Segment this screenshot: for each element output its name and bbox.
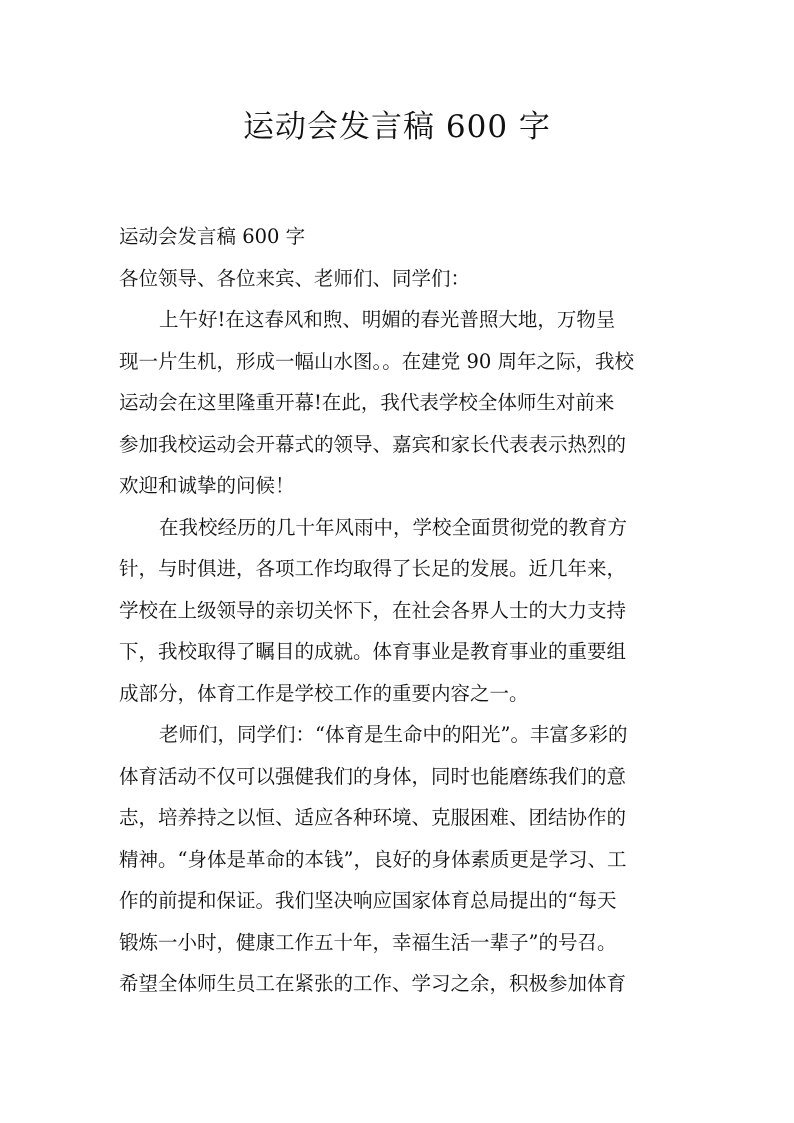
paragraph-greeting xyxy=(119,299,679,507)
paragraph-line: 作的前提和保证。我们坚决响应国家体育总局提出的“每天 xyxy=(119,889,617,912)
paragraph-line: 现一片生机，形成一幅山水图。。在建党 90 周年之际，我校 xyxy=(119,349,634,373)
paragraph-line: 精神。“身体是革命的本钱”，良好的身体素质更是学习、工 xyxy=(119,847,627,871)
paragraph-line: 针，与时俱进，各项工作均取得了长足的发展。近几年来， xyxy=(119,557,627,580)
paragraph-line: 锻炼一小时，健康工作五十年，幸福生活一辈子”的号召。 xyxy=(119,930,617,954)
paragraph-line: 参加我校运动会开幕式的领导、嘉宾和家长代表表示热烈的 xyxy=(119,432,627,456)
paragraph-line: 上午好!在这春风和煦、明媚的春光普照大地，万物呈 xyxy=(159,308,616,331)
document-body xyxy=(119,216,679,1005)
paragraph-sports xyxy=(119,714,679,1005)
salutation: 各位领导、各位来宾、老师们、同学们： xyxy=(119,266,471,290)
document-title: 运动会发言稿 600 字 xyxy=(243,109,551,145)
paragraph-line: 学校在上级领导的亲切关怀下，在社会各界人士的大力支持 xyxy=(119,598,627,622)
paragraph-line: 在我校经历的几十年风雨中，学校全面贯彻党的教育方 xyxy=(159,515,628,539)
paragraph-line: 下，我校取得了瞩目的成就。体育事业是教育事业的重要组 xyxy=(119,640,627,663)
paragraph-history xyxy=(119,507,679,715)
paragraph-line: 希望全体师生员工在紧张的工作、学习之余，积极参加体育 xyxy=(119,972,627,995)
paragraph-line: 老师们，同学们：“体育是生命中的阳光”。丰富多彩的 xyxy=(159,723,628,746)
document-subtitle: 运动会发言稿 600 字 xyxy=(119,225,306,248)
paragraph-line: 体育活动不仅可以强健我们的身体，同时也能磨练我们的意 xyxy=(119,764,627,788)
paragraph-line: 运动会在这里隆重开幕!在此，我代表学校全体师生对前来 xyxy=(119,391,615,414)
paragraph-line: 志，培养持之以恒、适应各种环境、克服困难、团结协作的 xyxy=(119,806,627,829)
paragraph-line: 成部分，体育工作是学校工作的重要内容之一。 xyxy=(119,681,529,705)
paragraph-line: 欢迎和诚挚的问候！ xyxy=(119,474,295,497)
